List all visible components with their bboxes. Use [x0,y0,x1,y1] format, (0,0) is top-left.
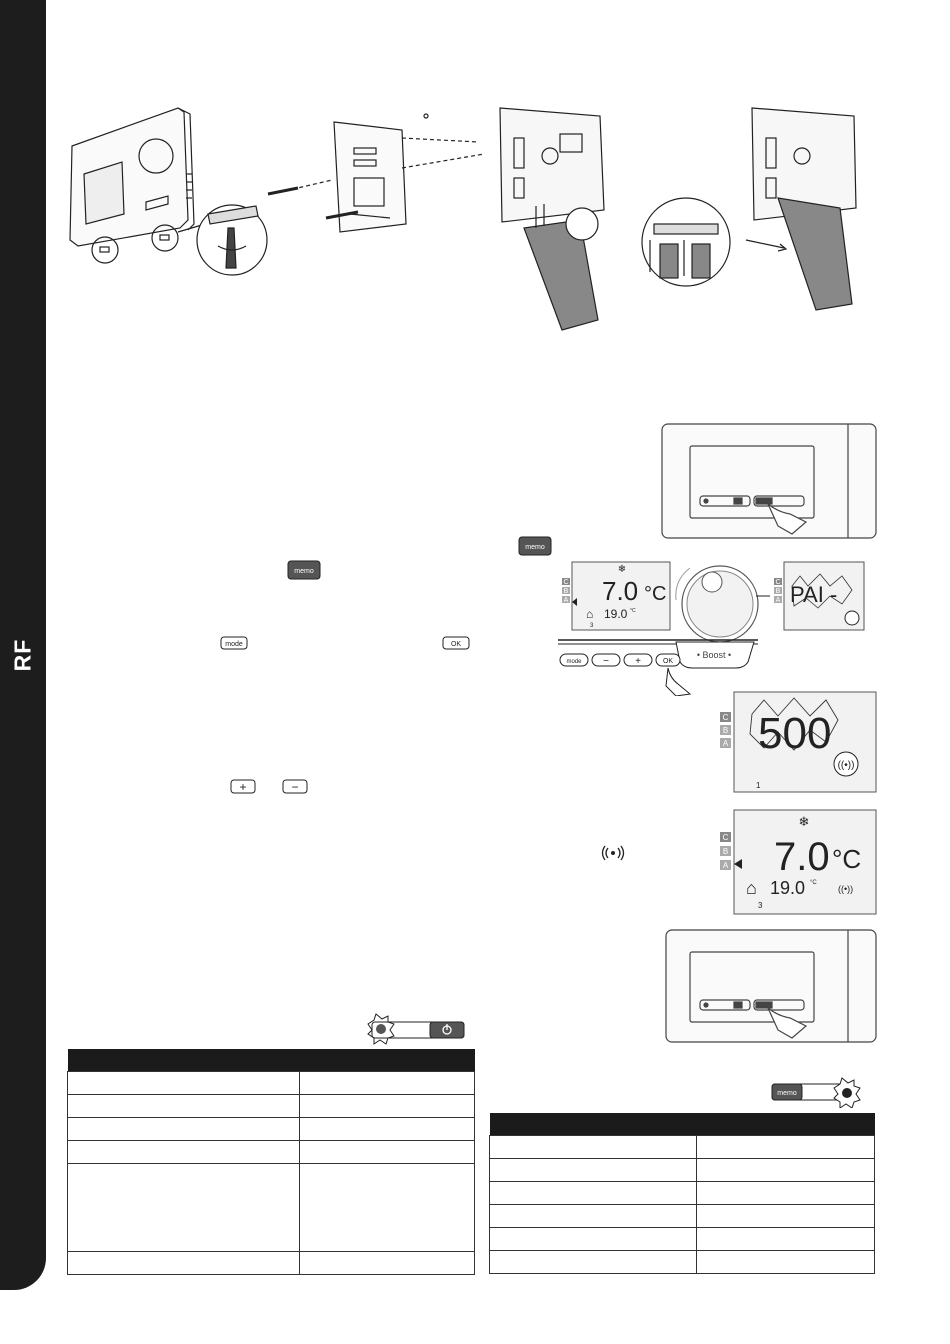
mode-button-icon [220,636,248,650]
memo-button-icon [287,560,321,580]
table-cell [300,1164,475,1252]
button-bar-illustration [558,638,758,696]
level-c: C [775,579,781,586]
mode-button-label: mode [566,659,582,665]
level-a: A [722,861,729,870]
home-icon: ⌂ [746,878,757,898]
power-button-led-icon [364,1012,466,1046]
battery-cover-illustration-1 [490,98,630,338]
table-header-row [68,1049,475,1072]
rf-signal-icon [600,844,626,862]
table-row [490,1182,875,1205]
table-cell [490,1136,697,1159]
table-cell [697,1228,875,1251]
table-cell [300,1252,475,1275]
memo-button-icon [518,536,552,556]
pairing-text: PAI - [790,582,838,607]
table-cell [490,1159,697,1182]
table-cell [68,1164,300,1252]
battery-cover-zoom-illustration [636,196,736,288]
mode-label: mode [225,641,243,648]
program-count: 1 [756,781,761,790]
battery-cover-illustration-2 [740,98,880,318]
table-row [490,1159,875,1182]
led-status-table-left [67,1049,475,1275]
table-cell [490,1228,697,1251]
table-cell [697,1136,875,1159]
table-header-cell [68,1049,300,1072]
level-b: B [775,588,781,595]
minus-button-label: − [603,656,609,667]
program-count: 3 [758,901,763,910]
lcd-display-paired [718,808,878,916]
thermostat-memo-press-illustration-1 [660,422,878,547]
memo-label: memo [777,1090,797,1097]
ok-button-icon [442,636,470,650]
table-header-cell [300,1049,475,1072]
level-b: B [563,588,569,595]
ok-label: OK [450,641,462,648]
wall-plate-illustration [262,108,492,248]
thermostat-memo-press-illustration-2 [664,928,878,1050]
plus-button-icon [230,779,256,794]
memo-label: memo [294,568,314,575]
room-temp-unit: °C [810,880,817,886]
side-tab [0,0,46,1290]
level-b: B [722,847,729,856]
thermostat-screw-illustration [60,100,285,290]
table-cell [68,1141,300,1164]
room-temp-unit: °C [630,608,636,614]
led-status-table-right [489,1113,875,1274]
setpoint-value: 7.0 [774,835,830,879]
table-cell [300,1072,475,1095]
plus-button-label: + [635,656,641,667]
table-cell [697,1159,875,1182]
table-cell [68,1252,300,1275]
table-header-row [490,1113,875,1136]
table-cell [697,1205,875,1228]
table-cell [697,1251,875,1274]
level-a: A [563,597,569,604]
table-row [490,1228,875,1251]
table-row [490,1136,875,1159]
snowflake-icon: ❄ [617,564,627,575]
level-a: A [722,739,729,748]
home-icon: ⌂ [586,607,594,621]
setpoint-unit: °C [644,583,667,605]
minus-button-icon [282,779,308,794]
table-cell [68,1118,300,1141]
table-cell [697,1182,875,1205]
room-temp: 19.0 [770,878,806,898]
code-value: 500 [758,709,832,758]
setpoint-value: 7.0 [602,576,639,606]
lcd-display-setpoint [560,560,672,632]
table-header-cell [490,1113,697,1136]
table-row [68,1118,475,1141]
room-temp: 19.0 [604,607,628,621]
table-row [68,1141,475,1164]
rf-signal-icon: ((•)) [838,884,854,894]
table-cell [68,1095,300,1118]
level-c: C [722,713,729,722]
table-row [490,1205,875,1228]
table-cell [300,1141,475,1164]
setpoint-unit: °C [832,844,862,874]
table-row [68,1072,475,1095]
table-row [68,1095,475,1118]
side-tab-label: RF [9,638,36,672]
table-cell [68,1072,300,1095]
table-row [68,1252,475,1275]
level-c: C [722,833,729,842]
level-a: A [775,597,781,604]
plus-label: + [239,780,247,794]
memo-label: memo [525,544,545,551]
minus-label: − [291,780,299,794]
boost-label: • Boost • [696,650,732,660]
table-header-cell [697,1113,875,1136]
table-cell [490,1182,697,1205]
table-row [68,1164,475,1252]
table-cell [300,1118,475,1141]
program-count: 3 [590,623,594,629]
snowflake-icon: ❄ [798,814,810,829]
level-c: C [563,579,569,586]
table-row [490,1251,875,1274]
table-cell [300,1095,475,1118]
table-cell [490,1205,697,1228]
rotary-dial-illustration [670,560,770,644]
table-cell [490,1251,697,1274]
lcd-display-code [718,690,878,795]
rf-signal-icon: ((•)) [837,760,855,771]
ok-button-label: OK [662,658,674,665]
memo-button-led-icon [770,1076,862,1108]
lcd-display-pairing [772,560,866,632]
level-b: B [722,726,729,735]
